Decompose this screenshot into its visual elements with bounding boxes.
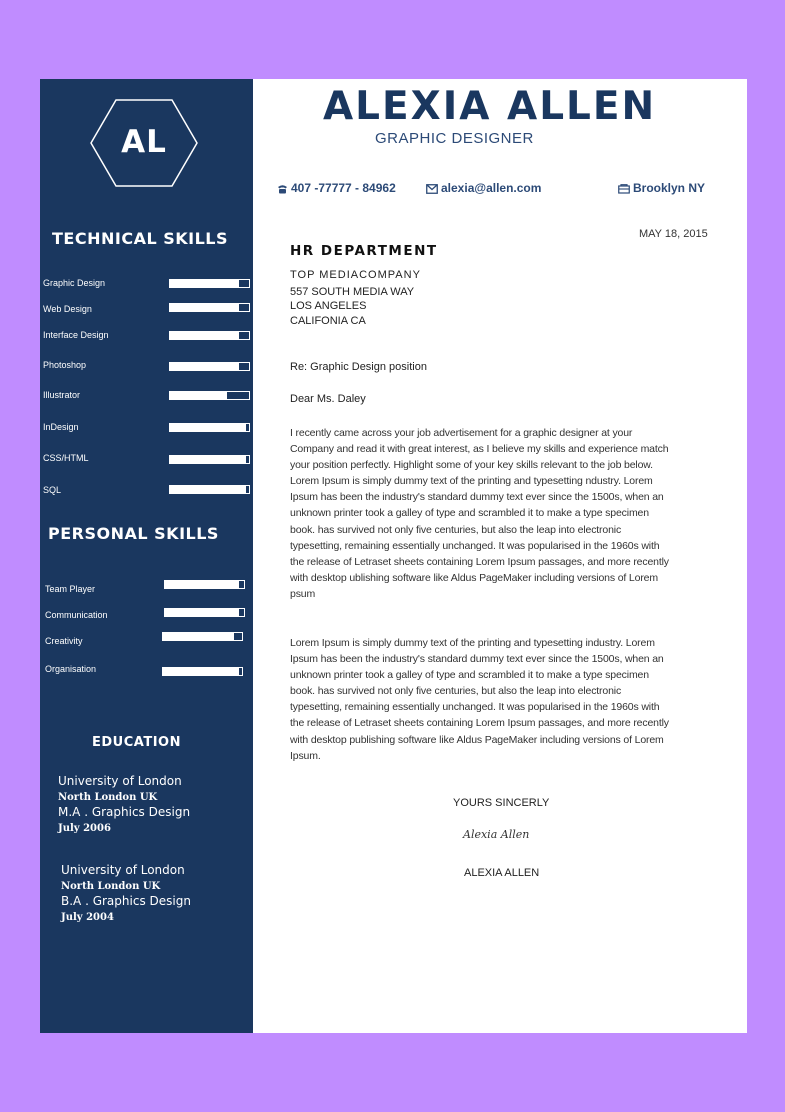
skill-label: Communication [45,610,108,620]
education-entry [61,863,191,925]
applicant-name: ALEXIA ALLEN [323,84,657,129]
paragraph-line: book. has survived not only five centuries, but also the leap into electronic [290,523,622,536]
paragraph-line: Ipsum has been the industry's standard dummy text ever since the 1500s, when an [290,491,664,504]
resume-page [40,79,747,1033]
paragraph-line: with desktop publishing software like Aldus PageMaker including versions of Lorem [290,733,664,746]
paragraph-line: Company and read it with great interest, as I believe my skills and experience match [290,443,669,456]
skill-label: Organisation [45,664,97,674]
skill-label: Graphic Design [43,278,106,288]
letter-paragraph [290,425,714,602]
address-line: CALIFONIA CA [290,315,366,327]
signer-name: ALEXIA ALLEN [464,867,540,879]
paragraph-line: Lorem Ipsum is simply dummy text of the printing and typesetting ndustry. Lorem [290,475,653,488]
graduation-date: July 2004 [61,911,114,923]
skill-label: Interface Design [43,330,109,340]
paragraph-line: Ipsum has been the industry's standard dummy text ever since the 1500s, when an [290,653,664,666]
initials: AL [121,124,167,160]
skill-bar [169,423,250,432]
university: University of London [61,863,185,877]
phone-contact [277,181,396,195]
skill-bar [162,667,243,676]
skill-bar [169,362,250,371]
education-location: North London UK [61,880,161,892]
closing: YOURS SINCERLY [453,797,550,809]
location-contact [618,181,705,195]
paragraph-line: typesetting, remaining essentially unchanged. It was popularised in the 1960s with [290,701,660,714]
paragraph-line: with desktop ublishing software like Aldus PageMaker including versions of Lorem [290,571,658,584]
subject-line: Re: Graphic Design position [290,361,427,373]
skill-label: Web Design [43,304,92,314]
email-address[interactable]: alexia@allen.com [441,181,542,195]
degree: M.A . Graphics Design [58,805,191,819]
location-icon [618,184,630,194]
skill-bar [169,391,250,400]
phone-icon [277,184,288,194]
paragraph-line: the release of Letraset sheets containing Lorem Ipsum passages, and more recently [290,555,669,568]
personal-skills-heading: PERSONAL SKILLS [48,524,219,543]
paragraph-line: I recently came across your job advertisement for a graphic designer at your [290,427,633,439]
email-contact [426,181,541,195]
letter-date: MAY 18, 2015 [639,228,708,240]
salutation: Dear Ms. Daley [290,393,366,405]
paragraph-line: book. has survived not only five centuries, but also the leap into electronic [290,685,622,698]
paragraph-line: psum [290,587,316,600]
paragraph-line: typesetting, remaining essentially unchanged. It was popularised in the 1960s with [290,539,660,552]
skill-bar [169,455,250,464]
skill-bar [169,303,250,312]
skill-label: CSS/HTML [43,453,89,463]
envelope-icon [426,184,438,194]
education-entry [58,774,190,836]
paragraph-line: your position perfectly. Highlight some of your key skills relevant to the job below. [290,459,653,472]
location-text: Brooklyn NY [633,181,706,195]
skill-label: Creativity [45,636,83,646]
recipient-company: TOP MEDIACOMPANY [290,269,421,281]
paragraph-line: Lorem Ipsum is simply dummy text of the printing and typesetting industry. Lorem [290,637,655,649]
letter-paragraph [290,635,714,764]
job-title: GRAPHIC DESIGNER [375,130,534,147]
skill-bar [169,485,250,494]
education-heading: EDUCATION [92,735,181,750]
skill-label: SQL [43,485,62,495]
paragraph-line: unknown printer took a galley of type and scrambled it to make a type specimen [290,507,649,520]
skill-bar [164,580,245,589]
skill-bar [169,331,250,340]
university: University of London [58,774,182,788]
skill-label: Photoshop [43,360,87,370]
recipient-department: HR DEPARTMENT [290,243,438,259]
skill-label: InDesign [43,422,79,432]
sidebar [40,79,253,1033]
paragraph-line: Ipsum. [290,749,321,762]
paragraph-line: unknown printer took a galley of type and scrambled it to make a type specimen [290,669,649,682]
graduation-date: July 2006 [58,822,111,834]
skill-label: Team Player [45,584,96,594]
signature: Alexia Allen [463,828,530,841]
phone-number: 407 -77777 - 84962 [291,181,396,195]
paragraph-line: the release of Letraset sheets containing Lorem Ipsum passages, and more recently [290,717,669,730]
skill-label: Illustrator [43,390,81,400]
address-line: LOS ANGELES [290,300,367,312]
skill-bar [164,608,245,617]
education-location: North London UK [58,791,158,803]
degree: B.A . Graphics Design [61,894,191,908]
address-line: 557 SOUTH MEDIA WAY [290,286,415,298]
skill-bar [169,279,250,288]
skill-bar [162,632,243,641]
technical-skills-heading: TECHNICAL SKILLS [52,229,228,248]
